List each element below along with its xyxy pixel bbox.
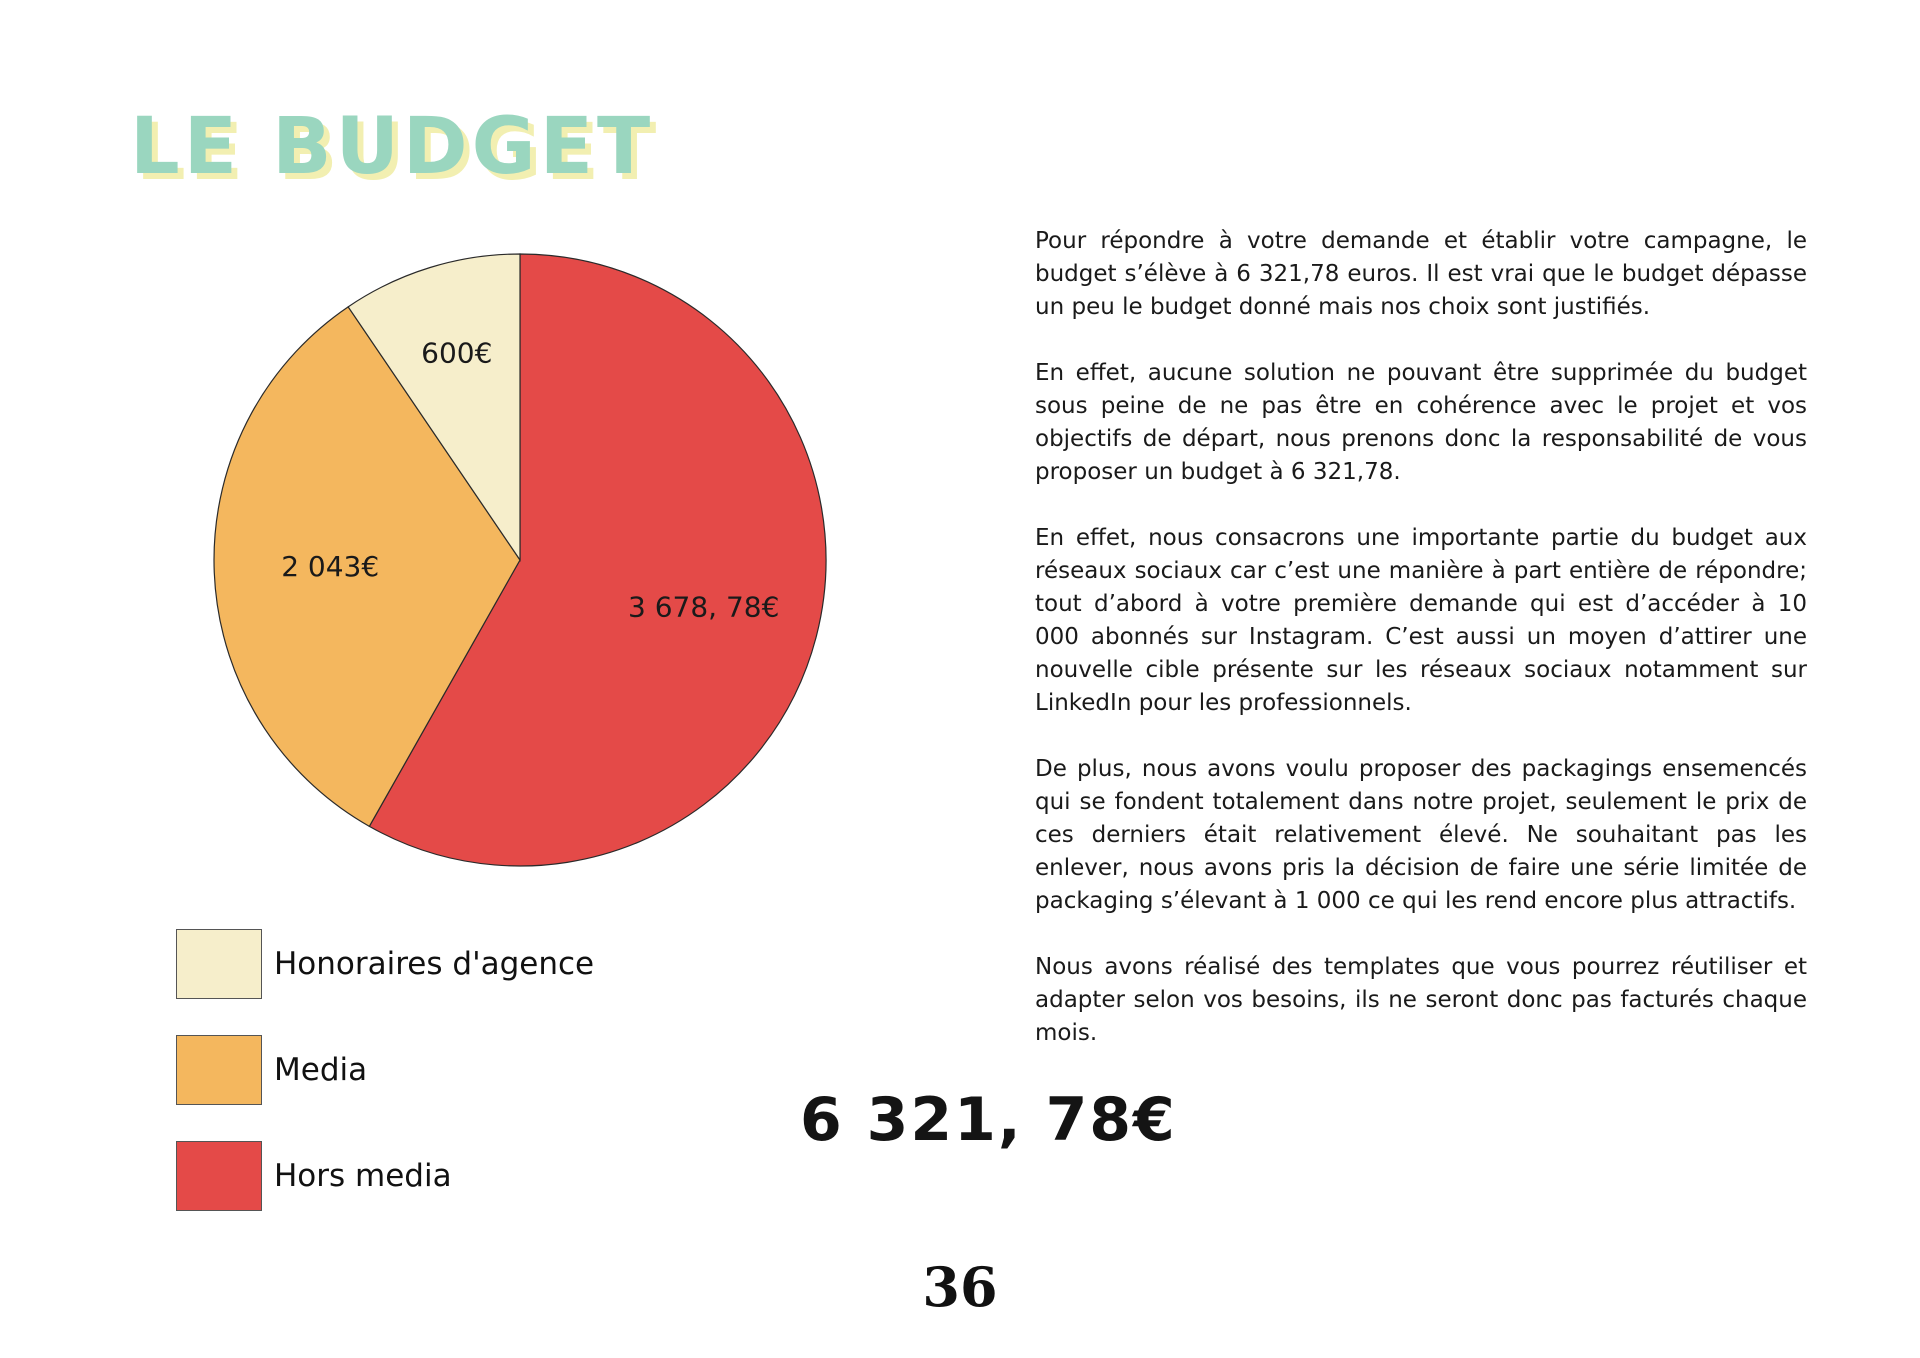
page-title: LE BUDGET: [130, 102, 655, 192]
legend-item-media: [176, 1034, 594, 1106]
pie-label-honoraires-d-agence: 600€: [421, 336, 493, 370]
legend-swatch-media: [176, 1035, 262, 1105]
legend-item-honoraires: [176, 928, 594, 1000]
legend-label-honoraires: Honoraires d'agence: [274, 946, 595, 982]
paragraph-4: De plus, nous avons voulu proposer des packagings ensemencés qui se fondent totalement dans notre projet, seulement le prix de ces derniers était relativement élevé. Ne souhaitant pas les enlever, nous avons pris la décision de faire une série limitée de packaging s’élevant à 1 000 ce qui les rend encore plus attractifs.: [1035, 756, 1807, 914]
pie-svg: [200, 240, 840, 880]
pie-label-media: 2 043€: [281, 549, 380, 583]
chart-legend: [176, 928, 594, 1246]
budget-pie-chart: [200, 240, 840, 880]
budget-explanation: [1035, 225, 1807, 1083]
total-budget: 6 321, 78€: [800, 1085, 1177, 1155]
legend-label-media: Media: [274, 1052, 368, 1088]
pie-label-hors-media: 3 678, 78€: [627, 590, 780, 624]
legend-swatch-hors-media: [176, 1141, 262, 1211]
paragraph-2: En effet, aucune solution ne pouvant être supprimée du budget sous peine de ne pas être en cohérence avec le projet et vos objectifs de départ, nous prenons donc la responsabilité de vous proposer un budget à 6 321,78.: [1035, 360, 1807, 485]
paragraph-3: En effet, nous consacrons une importante partie du budget aux réseaux sociaux car c’est une manière à part entière de répondre; tout d’abord à votre première demande qui est d’accéder à 10 000 abonnés sur Instagram. C’est aussi un moyen d’attirer une nouvelle cible présente sur les réseaux sociaux notamment sur LinkedIn pour les professionnels.: [1035, 525, 1807, 716]
legend-label-hors-media: Hors media: [274, 1158, 452, 1194]
legend-item-hors-media: [176, 1140, 594, 1212]
paragraph-5: Nous avons réalisé des templates que vous pourrez réutiliser et adapter selon vos besoins, ils ne seront donc pas facturés chaque mois.: [1035, 954, 1807, 1046]
paragraph-1: Pour répondre à votre demande et établir votre campagne, le budget s’élève à 6 321,78 euros. Il est vrai que le budget dépasse un peu le budget donné mais nos choix sont justifiés.: [1035, 228, 1807, 320]
page-number: 36: [922, 1255, 998, 1319]
legend-swatch-honoraires: [176, 929, 262, 999]
